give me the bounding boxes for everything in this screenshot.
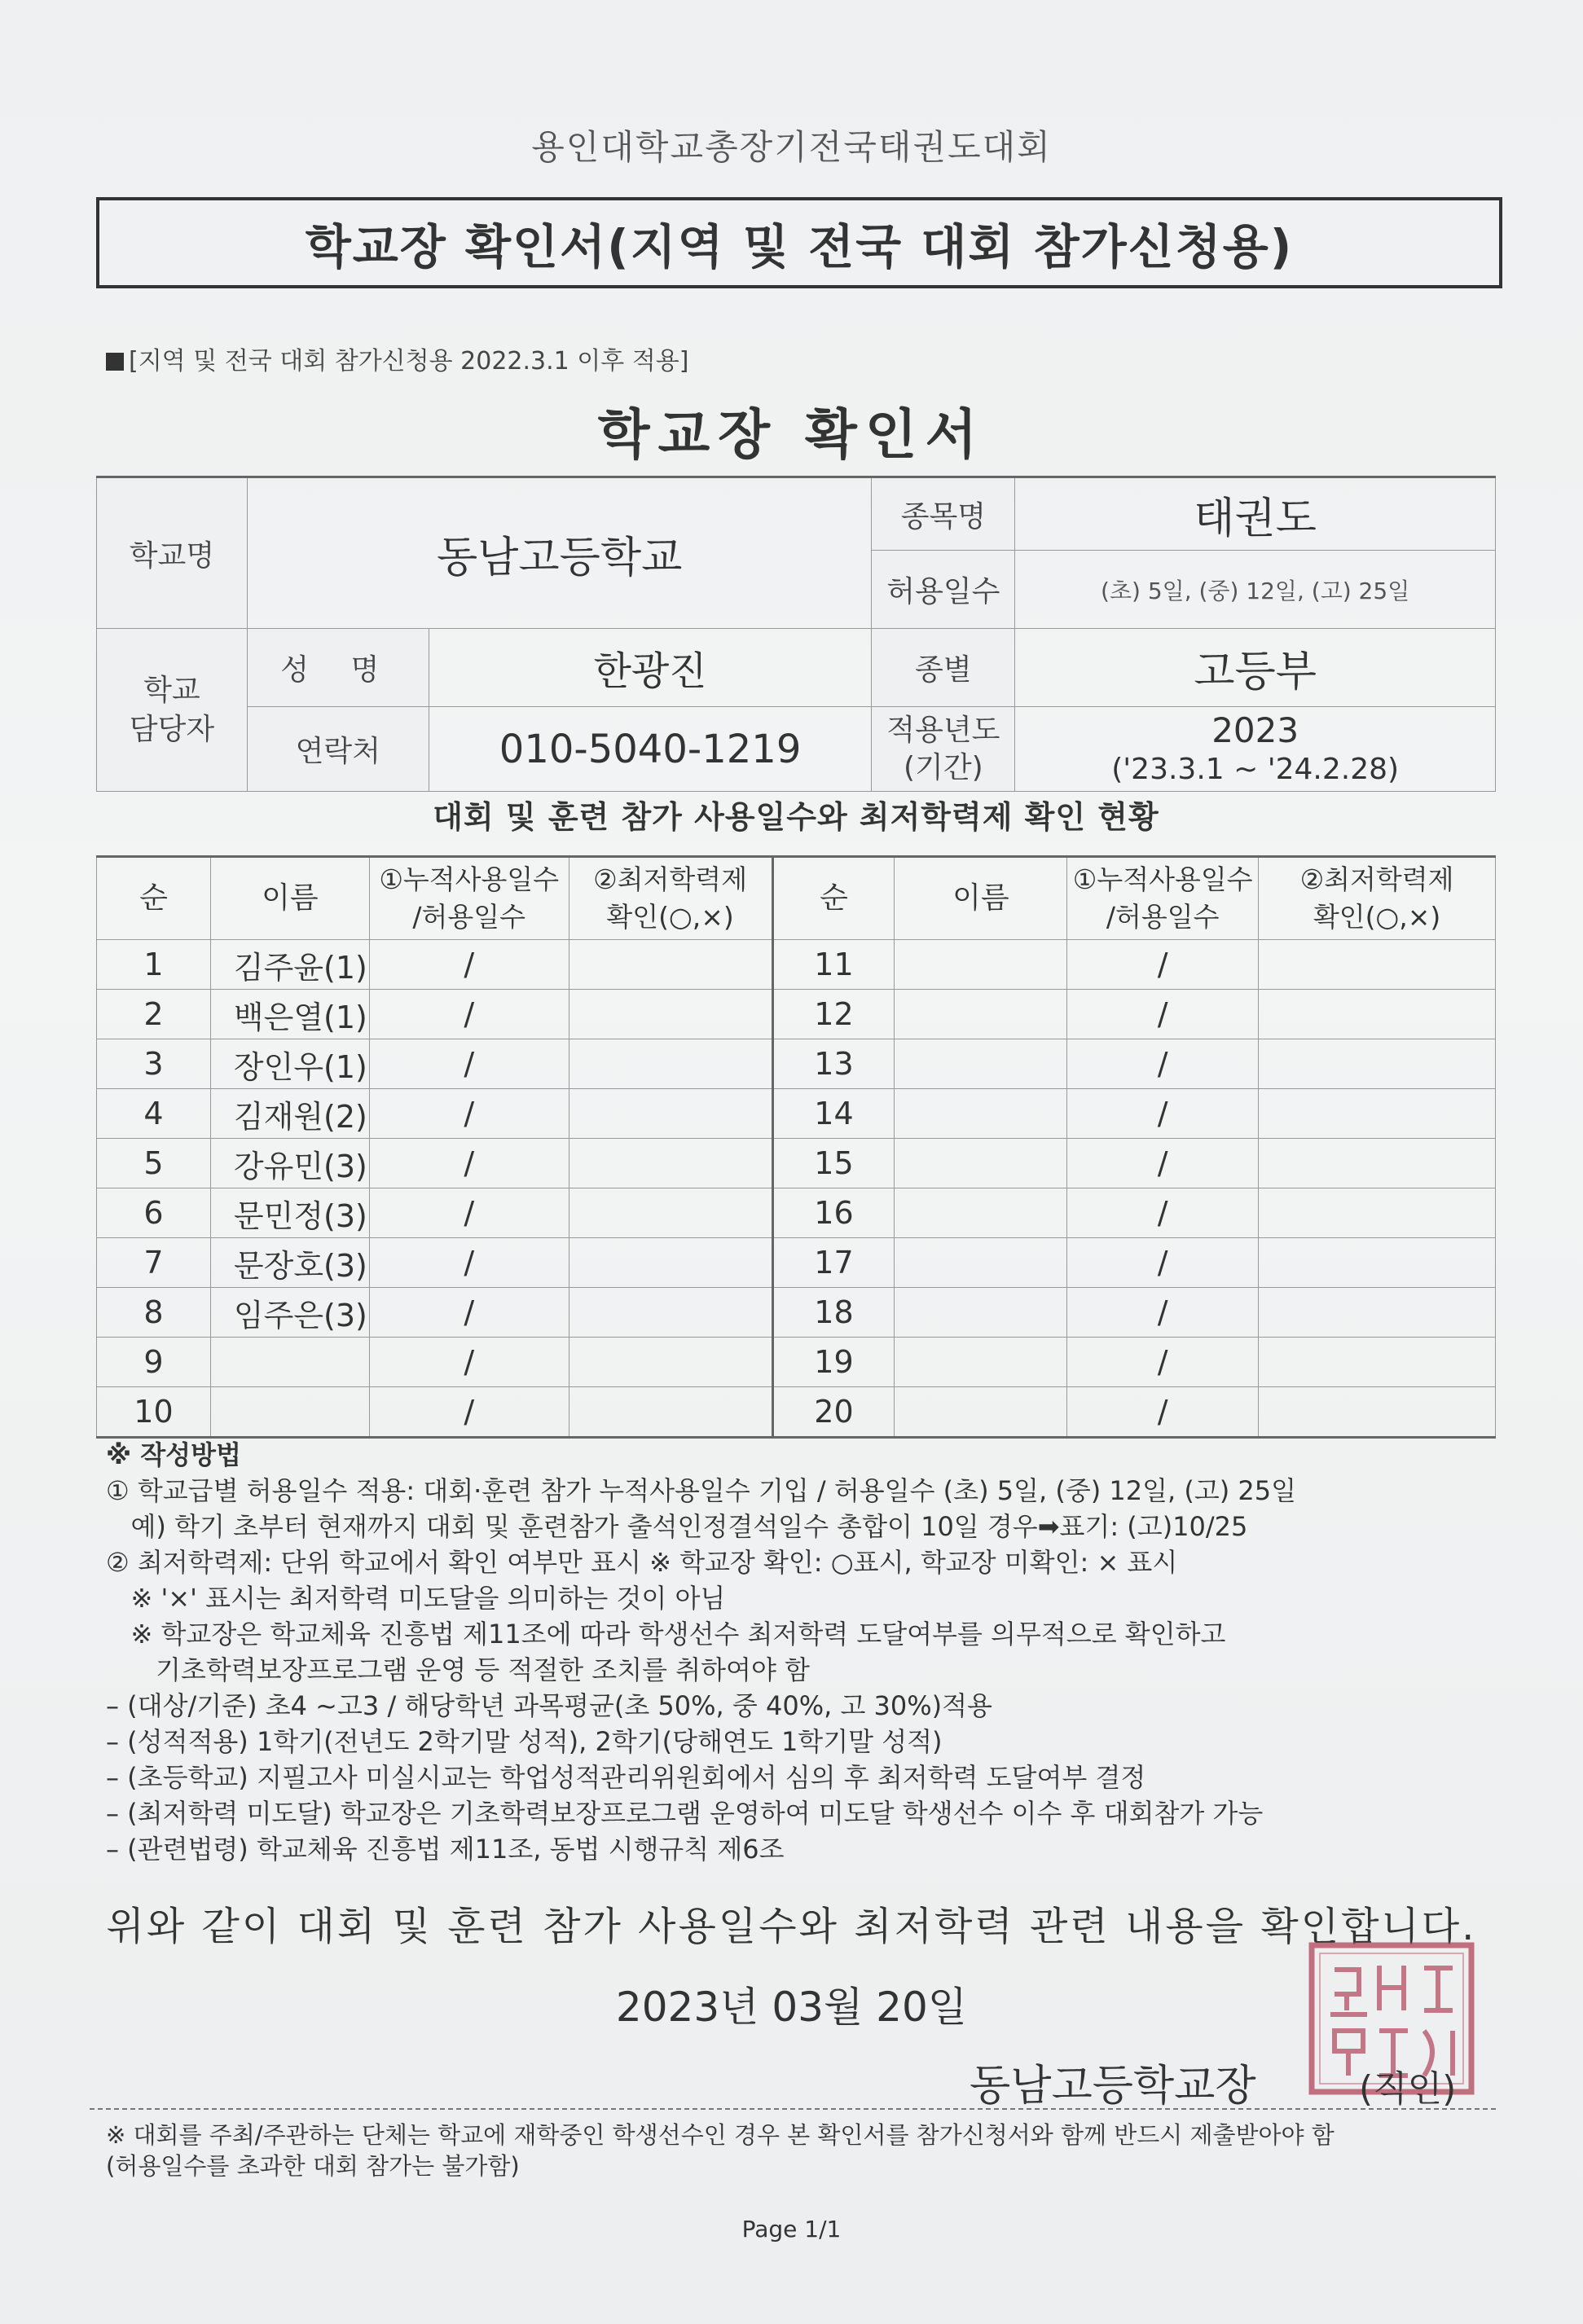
footer-note: [106, 2120, 1491, 2181]
header-name-right: 이름: [895, 857, 1067, 940]
row-number: 2: [97, 990, 211, 1039]
allowed-days-label: 허용일수: [872, 551, 1015, 629]
academic-check: [569, 1338, 772, 1387]
days-used: /: [1067, 1338, 1259, 1387]
contact-person-label: 학교 담당자: [97, 629, 248, 792]
student-name: 문장호(3): [210, 1238, 369, 1288]
row-number: 15: [772, 1139, 895, 1188]
academic-check: [1259, 1188, 1496, 1238]
row-number: 3: [97, 1039, 211, 1089]
document-title: 학교장 확인서: [597, 403, 986, 466]
academic-check: [569, 1188, 772, 1238]
row-number: 4: [97, 1089, 211, 1139]
applicability-note-text: [지역 및 전국 대회 참가신청용 2022.3.1 이후 적용]: [129, 347, 689, 376]
form-title: 학교장 확인서(지역 및 전국 대회 참가신청용): [305, 219, 1294, 275]
days-used: /: [1067, 1387, 1259, 1438]
school-name-label: 학교명: [97, 477, 248, 629]
year-cell: [1015, 707, 1496, 792]
academic-check: [569, 940, 772, 990]
academic-check: [569, 1288, 772, 1338]
roster-section-title: 대회 및 훈련 참가 사용일수와 최저학력제 확인 현황: [433, 799, 1159, 835]
row-number: 1: [97, 940, 211, 990]
student-name: 김재원(2): [210, 1089, 369, 1139]
days-used: /: [369, 1139, 569, 1188]
days-used: /: [369, 1387, 569, 1438]
days-used: /: [369, 990, 569, 1039]
form-title-box: [96, 197, 1502, 288]
header-academic-right: ②최저학력제 확인(○,×): [1259, 857, 1496, 940]
method-line: – (초등학교) 지필고사 미실시교는 학업성적관리위원회에서 심의 후 최저학력 도달여부 결정: [106, 1762, 1146, 1793]
row-number: 10: [97, 1387, 211, 1438]
academic-check: [569, 1139, 772, 1188]
academic-check: [569, 990, 772, 1039]
footer-note-line: ※ 대회를 주최/주관하는 단체는 학교에 재학중인 학생선수인 경우 본 확인서를 참가신청서와 함께 반드시 제출받아야 함: [106, 2121, 1335, 2149]
days-used: /: [1067, 1238, 1259, 1288]
student-name: [210, 1338, 369, 1387]
method-line: ※ 학교장은 학교체육 진흥법 제11조에 따라 학생선수 최저학력 도달여부를 의무적으로 확인하고: [106, 1619, 1226, 1650]
method-line: – (관련법령) 학교체육 진흥법 제11조, 동법 시행규칙 제6조: [106, 1834, 785, 1865]
method-line: 예) 학기 초부터 현재까지 대회 및 훈련참가 출석인정결석일수 총합이 10일 경우➡표기: (고)10/25: [106, 1511, 1248, 1542]
row-number: 20: [772, 1387, 895, 1438]
days-used: /: [369, 1089, 569, 1139]
row-number: 17: [772, 1238, 895, 1288]
academic-check: [1259, 1139, 1496, 1188]
sport-label: 종목명: [872, 477, 1015, 551]
student-name: [895, 1089, 1067, 1139]
student-name: [895, 990, 1067, 1039]
academic-check: [1259, 1338, 1496, 1387]
contact-name-label: 성 명: [247, 629, 429, 707]
allowed-days-value: (초) 5일, (중) 12일, (고) 25일: [1015, 551, 1496, 629]
table-row: [97, 1139, 1496, 1188]
method-title: ※ 작성방법: [106, 1439, 241, 1470]
school-info-table: [96, 476, 1496, 792]
row-number: 11: [772, 940, 895, 990]
academic-check: [1259, 1089, 1496, 1139]
division-label: 종별: [872, 629, 1015, 707]
school-name-value: 동남고등학교: [247, 477, 872, 629]
table-row: [97, 1238, 1496, 1288]
student-name: 백은열(1): [210, 990, 369, 1039]
row-number: 16: [772, 1188, 895, 1238]
days-used: /: [369, 940, 569, 990]
student-name: [895, 940, 1067, 990]
table-row: [97, 1338, 1496, 1387]
days-used: /: [369, 1238, 569, 1288]
footer-note-line: (허용일수를 초과한 대회 참가는 불가함): [106, 2152, 520, 2180]
issue-date: 2023년 03월 20일: [615, 1984, 968, 2031]
academic-check: [1259, 940, 1496, 990]
seal-label: (직인): [1359, 2068, 1457, 2110]
days-used: /: [369, 1039, 569, 1089]
square-bullet-icon: [106, 353, 124, 371]
contact-phone-label: 연락처: [247, 707, 429, 792]
student-name: [895, 1288, 1067, 1338]
table-row: [97, 1288, 1496, 1338]
days-used: /: [1067, 1288, 1259, 1338]
page-number: Page 1/1: [741, 2216, 842, 2243]
student-name: 임주은(3): [210, 1288, 369, 1338]
header-academic-left: ②최저학력제 확인(○,×): [569, 857, 772, 940]
method-line: ② 최저학력제: 단위 학교에서 확인 여부만 표시 ※ 학교장 확인: ○표시, 학교장 미확인: × 표시: [106, 1547, 1178, 1578]
footer-divider: [90, 2108, 1496, 2110]
student-name: [895, 1188, 1067, 1238]
student-name: 김주윤(1): [210, 940, 369, 990]
student-name: 문민정(3): [210, 1188, 369, 1238]
academic-check: [1259, 1387, 1496, 1438]
days-used: /: [1067, 1089, 1259, 1139]
student-name: [895, 1139, 1067, 1188]
table-row: [97, 1089, 1496, 1139]
method-line: – (대상/기준) 초4 ~고3 / 해당학년 과목평균(초 50%, 중 40%, 고 30%)적용: [106, 1690, 992, 1721]
roster-table: [96, 855, 1496, 1439]
academic-check: [569, 1238, 772, 1288]
method-line: ※ '×' 표시는 최저학력 미도달을 의미하는 것이 아님: [106, 1583, 726, 1614]
table-row: [97, 990, 1496, 1039]
event-title: 용인대학교총장기전국태권도대회: [531, 127, 1052, 167]
period-value: ('23.3.1 ~ '24.2.28): [1111, 752, 1400, 786]
applicability-note: [106, 340, 688, 376]
row-number: 13: [772, 1039, 895, 1089]
method-line: ① 학교급별 허용일수 적용: 대회·훈련 참가 누적사용일수 기입 / 허용일수 (초) 5일, (중) 12일, (고) 25일: [106, 1475, 1297, 1506]
student-name: 장인우(1): [210, 1039, 369, 1089]
days-used: /: [1067, 1139, 1259, 1188]
header-name-left: 이름: [210, 857, 369, 940]
division-value: 고등부: [1015, 629, 1496, 707]
sport-value: 태권도: [1015, 477, 1496, 551]
row-number: 7: [97, 1238, 211, 1288]
confirmation-statement: 위와 같이 대회 및 훈련 참가 사용일수와 최저학력 관련 내용을 확인합니다.: [106, 1904, 1477, 1949]
student-name: [895, 1039, 1067, 1089]
header-days-left: ①누적사용일수 /허용일수: [369, 857, 569, 940]
days-used: /: [1067, 990, 1259, 1039]
student-name: 강유민(3): [210, 1139, 369, 1188]
roster-body: [97, 940, 1496, 1438]
academic-check: [1259, 1039, 1496, 1089]
days-used: /: [1067, 940, 1259, 990]
row-number: 8: [97, 1288, 211, 1338]
days-used: /: [1067, 1039, 1259, 1089]
contact-name-value: 한광진: [429, 629, 872, 707]
row-number: 18: [772, 1288, 895, 1338]
header-no-right: 순: [772, 857, 895, 940]
academic-check: [1259, 1288, 1496, 1338]
principal-title: 동남고등학교장: [970, 2062, 1256, 2111]
row-number: 5: [97, 1139, 211, 1188]
method-line: – (최저학력 미도달) 학교장은 기초학력보장프로그램 운영하여 미도달 학생선수 이수 후 대회참가 가능: [106, 1798, 1264, 1829]
writing-method: [106, 1437, 1491, 1867]
academic-check: [1259, 1238, 1496, 1288]
contact-phone-value: 010-5040-1219: [429, 707, 872, 792]
row-number: 12: [772, 990, 895, 1039]
header-days-right: ①누적사용일수 /허용일수: [1067, 857, 1259, 940]
table-row: [97, 1387, 1496, 1438]
table-row: [97, 940, 1496, 990]
header-no-left: 순: [97, 857, 211, 940]
student-name: [895, 1387, 1067, 1438]
student-name: [895, 1338, 1067, 1387]
days-used: /: [1067, 1188, 1259, 1238]
method-line: 기초학력보장프로그램 운영 등 적절한 조치를 취하여야 함: [106, 1654, 810, 1685]
row-number: 19: [772, 1338, 895, 1387]
year-label: 적용년도 (기간): [872, 707, 1015, 792]
row-number: 9: [97, 1338, 211, 1387]
student-name: [895, 1238, 1067, 1288]
academic-check: [1259, 990, 1496, 1039]
student-name: [210, 1387, 369, 1438]
table-row: [97, 1188, 1496, 1238]
academic-check: [569, 1387, 772, 1438]
method-line: – (성적적용) 1학기(전년도 2학기말 성적), 2학기(당해연도 1학기말 성적): [106, 1726, 943, 1757]
academic-check: [569, 1039, 772, 1089]
days-used: /: [369, 1288, 569, 1338]
year-value: 2023: [1211, 710, 1299, 750]
row-number: 14: [772, 1089, 895, 1139]
days-used: /: [369, 1338, 569, 1387]
table-row: [97, 1039, 1496, 1089]
academic-check: [569, 1089, 772, 1139]
row-number: 6: [97, 1188, 211, 1238]
days-used: /: [369, 1188, 569, 1238]
